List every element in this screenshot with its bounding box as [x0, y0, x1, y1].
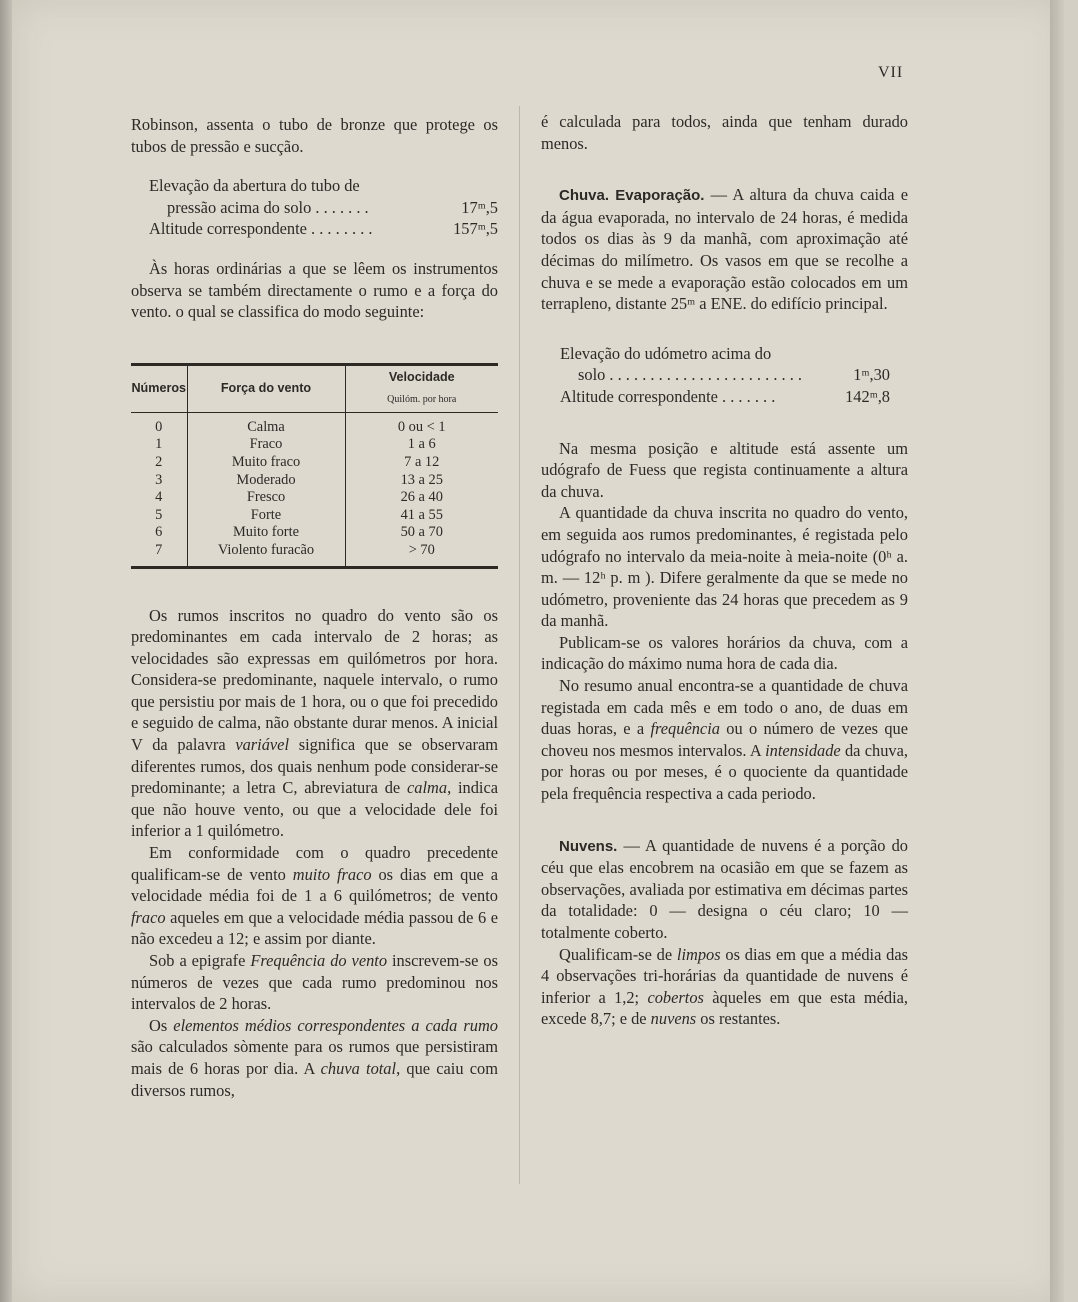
text-run: — A altura da chuva caida e da água evaporada, no intervalo de 24 horas, é medida todos os dias às 9 da manhã, com aproximação até décimas do milímetro. Os vasos em que se recolhe a chuva e se mede a evaporação estão colocados em um terrapleno, distante 25ᵐ a ENE. do edifício principal. [541, 185, 908, 314]
book-spine [0, 0, 12, 1302]
italic-term: calma [407, 778, 448, 798]
cell-force: Forte [187, 507, 345, 525]
text-run: ou o número de vezes que choveu nos mesmos intervalos. A [541, 719, 908, 760]
left-paragraph-5 [131, 950, 498, 1015]
italic-term: chuva total [320, 1058, 397, 1078]
italic-term: variável [235, 735, 290, 755]
cell-force: Muito fraco [187, 454, 345, 472]
header-speed-label: Velocidade [388, 370, 455, 385]
italic-term: Frequência do vento [250, 951, 388, 970]
anemometer-measures [131, 175, 498, 240]
measure-value: 142ᵐ,8 [845, 386, 890, 406]
wind-force-table [131, 363, 498, 569]
measure-label: Altitude correspondente . . . . . . . [560, 386, 776, 406]
table-row [131, 542, 498, 567]
measure-label: Elevação da abertura do tubo de [149, 176, 360, 196]
cell-force: Muito forte [187, 524, 345, 542]
text-run: inscrevem-se os números de vezes que cada rumo predominou nos intervalos de 2 horas. [131, 951, 498, 1014]
italic-term: frequência [650, 719, 720, 739]
measure-value: 17ᵐ,5 [461, 197, 498, 217]
column-divider [519, 106, 520, 1184]
right-paragraph-3: A quantidade da chuva inscrita no quadro do vento, em seguida aos rumos predominantes, é registada pelo udógrafo no intervalo da meia-noite à meia-noite (0ʰ a. m. — 12ʰ p. m ). Difere geralmente da que se mede no udómetro, proveniente das 24 horas que precedem as 9 da manhã. [541, 503, 908, 631]
italic-term: intensidade [765, 740, 841, 760]
right-paragraph-1: é calculada para todos, ainda que tenham durado menos. [541, 112, 908, 153]
measure-label: pressão acima do solo . . . . . . . [167, 197, 369, 217]
clouds-heading: Nuvens. [559, 837, 618, 855]
header-force: Força do vento [187, 364, 345, 412]
cell-number: 5 [131, 507, 187, 525]
right-paragraph-2: Na mesma posição e altitude está assente um udógrafo de Fuess que regista continuamente a altura da chuva. [541, 438, 908, 501]
measure-row [149, 218, 498, 240]
text-run: — A quantidade de nuvens é a porção do céu que elas encobrem na ocasião em que se fazem as observações, avaliada por estimativa em décimas partes da totalidade: 0 — designa o céu claro; 10 — totalmente coberto. [541, 835, 908, 942]
rain-heading: Chuva. Evaporação. [559, 187, 705, 205]
table-row [131, 454, 498, 472]
text-run: àqueles em que esta média, excede 8,7; e de [541, 987, 908, 1029]
cell-speed: > 70 [408, 541, 435, 558]
left-paragraph-1: Robinson, assenta o tubo de bronze que protege os tubos de pressão e sucção. [131, 115, 498, 156]
cell-speed: 41 a 55 [400, 506, 443, 523]
cell-force: Fresco [187, 489, 345, 507]
header-speed-unit: Quilóm. por hora [387, 393, 457, 405]
measure-row [149, 175, 498, 197]
table-row [131, 524, 498, 542]
cell-number: 6 [131, 524, 187, 542]
page-edge [1050, 0, 1064, 1302]
table-row [131, 472, 498, 490]
text-run: Qualificam-se de [559, 944, 677, 964]
measure-value: 157ᵐ,5 [453, 219, 498, 239]
measure-row [149, 197, 498, 219]
text-run: da chuva, por horas ou por meses, é o quociente da quantidade pela frequência respectiva a cada periodo. [541, 740, 908, 804]
measure-value: 1ᵐ,30 [853, 365, 890, 385]
clouds-section [541, 835, 908, 944]
cell-speed: 50 a 70 [400, 524, 443, 541]
text-run: aqueles em que a velocidade média passou de 6 e não excedeu a 12; e assim por diante. [131, 907, 498, 949]
measure-label: Elevação do udómetro acima do [560, 343, 772, 363]
text-run: os dias em que a velocidade média foi de 1 a 6 quilómetros; de vento [131, 864, 498, 906]
cell-number: 1 [131, 436, 187, 454]
cell-force: Moderado [187, 472, 345, 490]
udometer-measures [541, 343, 908, 408]
rain-section [541, 184, 908, 315]
text-run: Sob a epigrafe [149, 951, 251, 970]
text-run: Em conformidade com o quadro precedente qualificam-se de vento [131, 843, 498, 884]
cell-number: 0 [131, 412, 187, 436]
measure-row [560, 386, 890, 408]
text-run: Os [149, 1015, 174, 1035]
cell-force: Fraco [187, 436, 345, 454]
cell-number: 7 [131, 542, 187, 567]
right-paragraph-5 [541, 675, 908, 805]
italic-term: fraco [131, 907, 166, 927]
cell-speed: 13 a 25 [400, 471, 443, 488]
right-column [541, 111, 908, 1030]
cell-number: 4 [131, 489, 187, 507]
italic-term: muito fraco [292, 864, 372, 884]
measure-row [560, 364, 890, 386]
measure-row [560, 343, 890, 365]
cell-speed: 0 ou < 1 [397, 418, 446, 435]
table-row [131, 507, 498, 525]
table-row [131, 436, 498, 454]
right-paragraph-4: Publicam-se os valores horários da chuva, com a indicação do máximo numa hora de cada dia. [541, 632, 908, 674]
cell-speed: 7 a 12 [404, 453, 440, 470]
text-run: , que caiu com diversos rumos, [131, 1058, 498, 1100]
left-paragraph-3 [131, 605, 498, 843]
text-run: , indica que não houve vento, ou que a velocidade dele foi inferior a 1 quilómetro. [131, 778, 498, 841]
page-number: VII [878, 64, 904, 81]
text-run: significa que se observaram diferentes rumos, dos quais nenhum pode considerar-se predominante; a letra C, abreviatura de [131, 735, 498, 798]
measure-label: solo . . . . . . . . . . . . . . . . . . . . . . . . [578, 365, 803, 385]
text-run: são calculados sòmente para os rumos que persistiram mais de 6 horas por dia. A [131, 1037, 498, 1078]
left-paragraph-6 [131, 1015, 498, 1101]
header-numbers: Números [131, 364, 187, 412]
italic-term: elementos médios correspondentes a cada rumo [173, 1015, 498, 1035]
table-row [131, 489, 498, 507]
italic-term: nuvens [650, 1009, 697, 1029]
text-run: os dias em que a média das 4 observações tri-horárias da quantidade de nuvens é inferior a 1,2; [541, 944, 908, 1007]
cell-force: Violento furacão [187, 542, 345, 567]
cell-speed: 26 a 40 [400, 489, 443, 506]
cell-number: 3 [131, 472, 187, 490]
header-speed [345, 364, 498, 412]
measure-label: Altitude correspondente . . . . . . . . [149, 219, 373, 239]
right-paragraph-6 [541, 944, 908, 1030]
italic-term: limpos [676, 944, 721, 964]
text-run: Os rumos inscritos no quadro do vento são os predominantes em cada intervalo de 2 horas; as velocidades são expressas em quilómetros por hora. Considera-se predominante, naquele intervalo, o rumo que persistiu por mais de 1 hora, ou o que foi precedido e seguido de calma, não obstante durar menos. A inicial V da palavra [131, 605, 498, 755]
text-run: No resumo anual encontra-se a quantidade de chuva registada em cada mês e em todo o ano, de duas em duas horas, e a [541, 676, 908, 739]
table-row [131, 412, 498, 436]
cell-number: 2 [131, 454, 187, 472]
italic-term: cobertos [647, 987, 704, 1007]
left-paragraph-4 [131, 842, 498, 950]
cell-speed: 1 a 6 [407, 436, 436, 453]
text-run: os restantes. [696, 1009, 781, 1029]
table-header-row [131, 364, 498, 412]
left-paragraph-2: Às horas ordinárias a que se lêem os instrumentos observa se também directamente o rumo e a força do vento. o qual se classifica do modo seguinte: [131, 258, 498, 322]
cell-force: Calma [187, 412, 345, 436]
left-column [131, 114, 498, 1101]
